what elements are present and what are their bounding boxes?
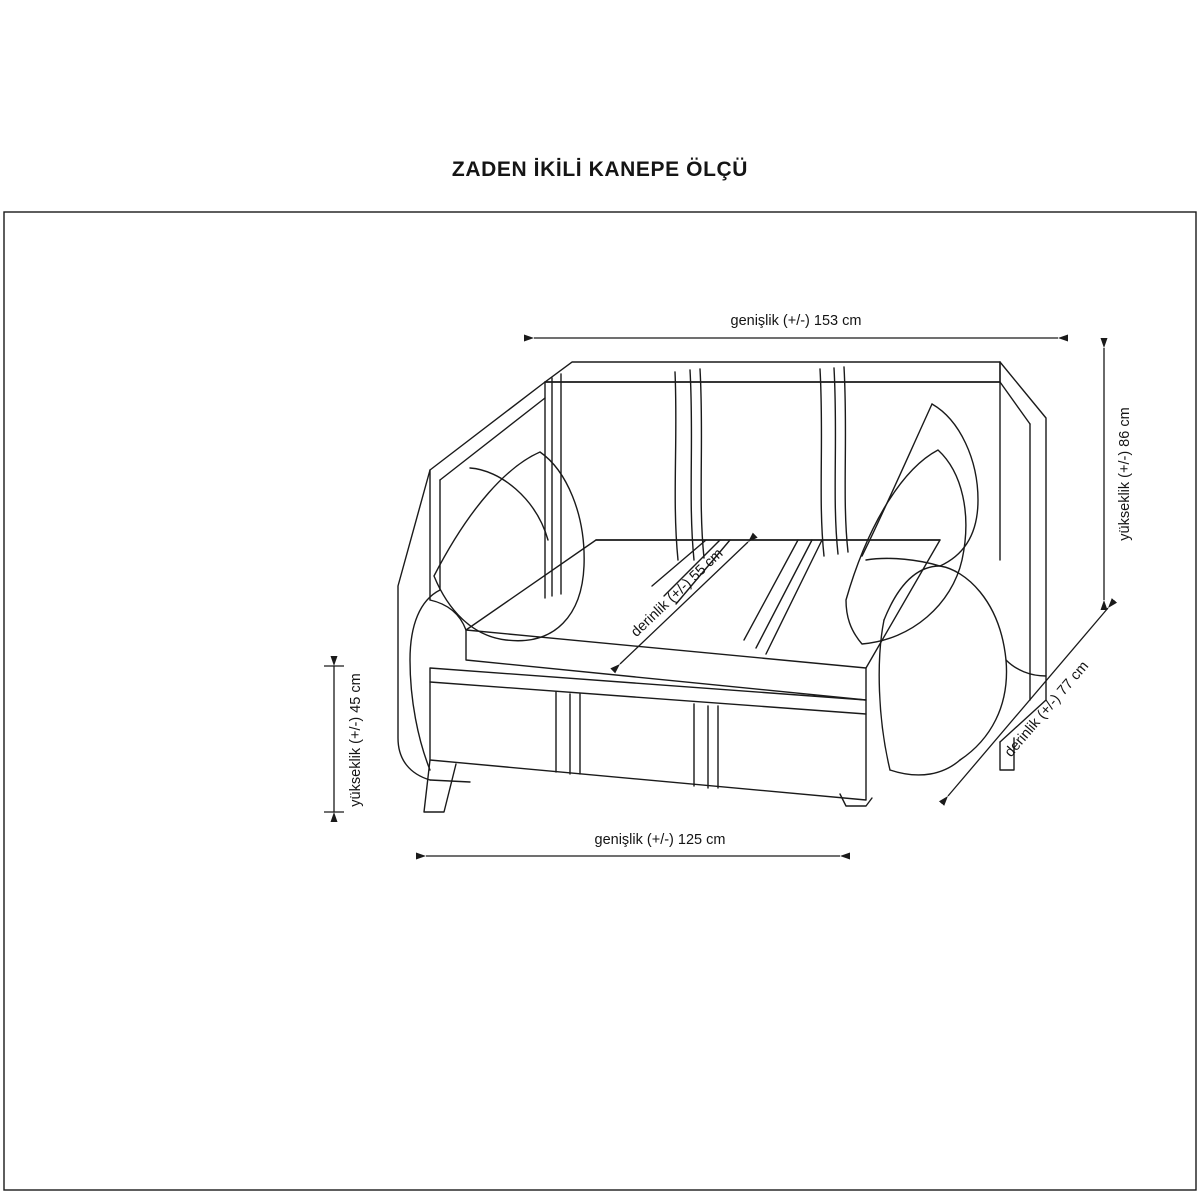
- backrest-seam-a3: [700, 369, 704, 558]
- backrest-seam-a1: [675, 372, 678, 560]
- left-throw-pillow-fold: [470, 468, 548, 540]
- dimension-depth-diagonal: [948, 608, 1108, 796]
- drawing-frame: [4, 212, 1196, 1190]
- front-right-leg: [840, 794, 872, 806]
- right-arm-front-curve: [940, 566, 1007, 760]
- base-front-panel: [430, 668, 866, 800]
- dimension-label-height-right: yükseklik (+/-) 86 cm: [1117, 407, 1133, 541]
- dimension-label-width-top: genişlik (+/-) 153 cm: [730, 313, 862, 329]
- seat-seam-2b: [756, 540, 812, 648]
- left-arm-inner-drop: [410, 590, 440, 770]
- page-title: ZADEN İKİLİ KANEPE ÖLÇÜ: [451, 158, 749, 181]
- backrest-right-cushion-fold: [862, 404, 932, 556]
- backrest-seam-b3: [844, 367, 848, 552]
- left-arm-bottom: [430, 780, 470, 782]
- dimension-label-height-seat-left: yükseklik (+/-) 45 cm: [348, 673, 364, 807]
- right-throw-pillow: [846, 450, 966, 644]
- right-arm-side-join: [1006, 660, 1046, 676]
- dimension-depth-seat: [620, 542, 748, 664]
- backrest-seam-b2: [834, 368, 838, 554]
- right-arm-outer: [1000, 362, 1046, 742]
- backrest-seam-a2: [690, 370, 694, 560]
- backrest-top-cap: [545, 362, 1000, 382]
- seat-seam-2a: [744, 540, 798, 640]
- right-arm-bottom-curve: [890, 760, 960, 775]
- left-arm-top-front: [430, 600, 466, 630]
- backrest-seam-b1: [820, 369, 824, 556]
- seat-seam-2c: [766, 540, 822, 654]
- sofa-illustration: [398, 362, 1046, 812]
- base-front-top-line: [430, 682, 866, 714]
- dimension-height-seat-left: [324, 666, 344, 812]
- left-arm-top-bevel: [440, 398, 545, 480]
- dimension-label-depth-diagonal: derinlik (+/-) 77 cm: [1001, 658, 1093, 761]
- left-arm-top-edge: [430, 382, 545, 600]
- right-arm-top-bevel: [1000, 382, 1030, 424]
- dimension-label-width-bottom: genişlik (+/-) 125 cm: [594, 832, 726, 848]
- dimension-label-depth-seat: derinlik (+/-) 55 cm: [628, 545, 727, 641]
- front-left-leg: [424, 760, 456, 812]
